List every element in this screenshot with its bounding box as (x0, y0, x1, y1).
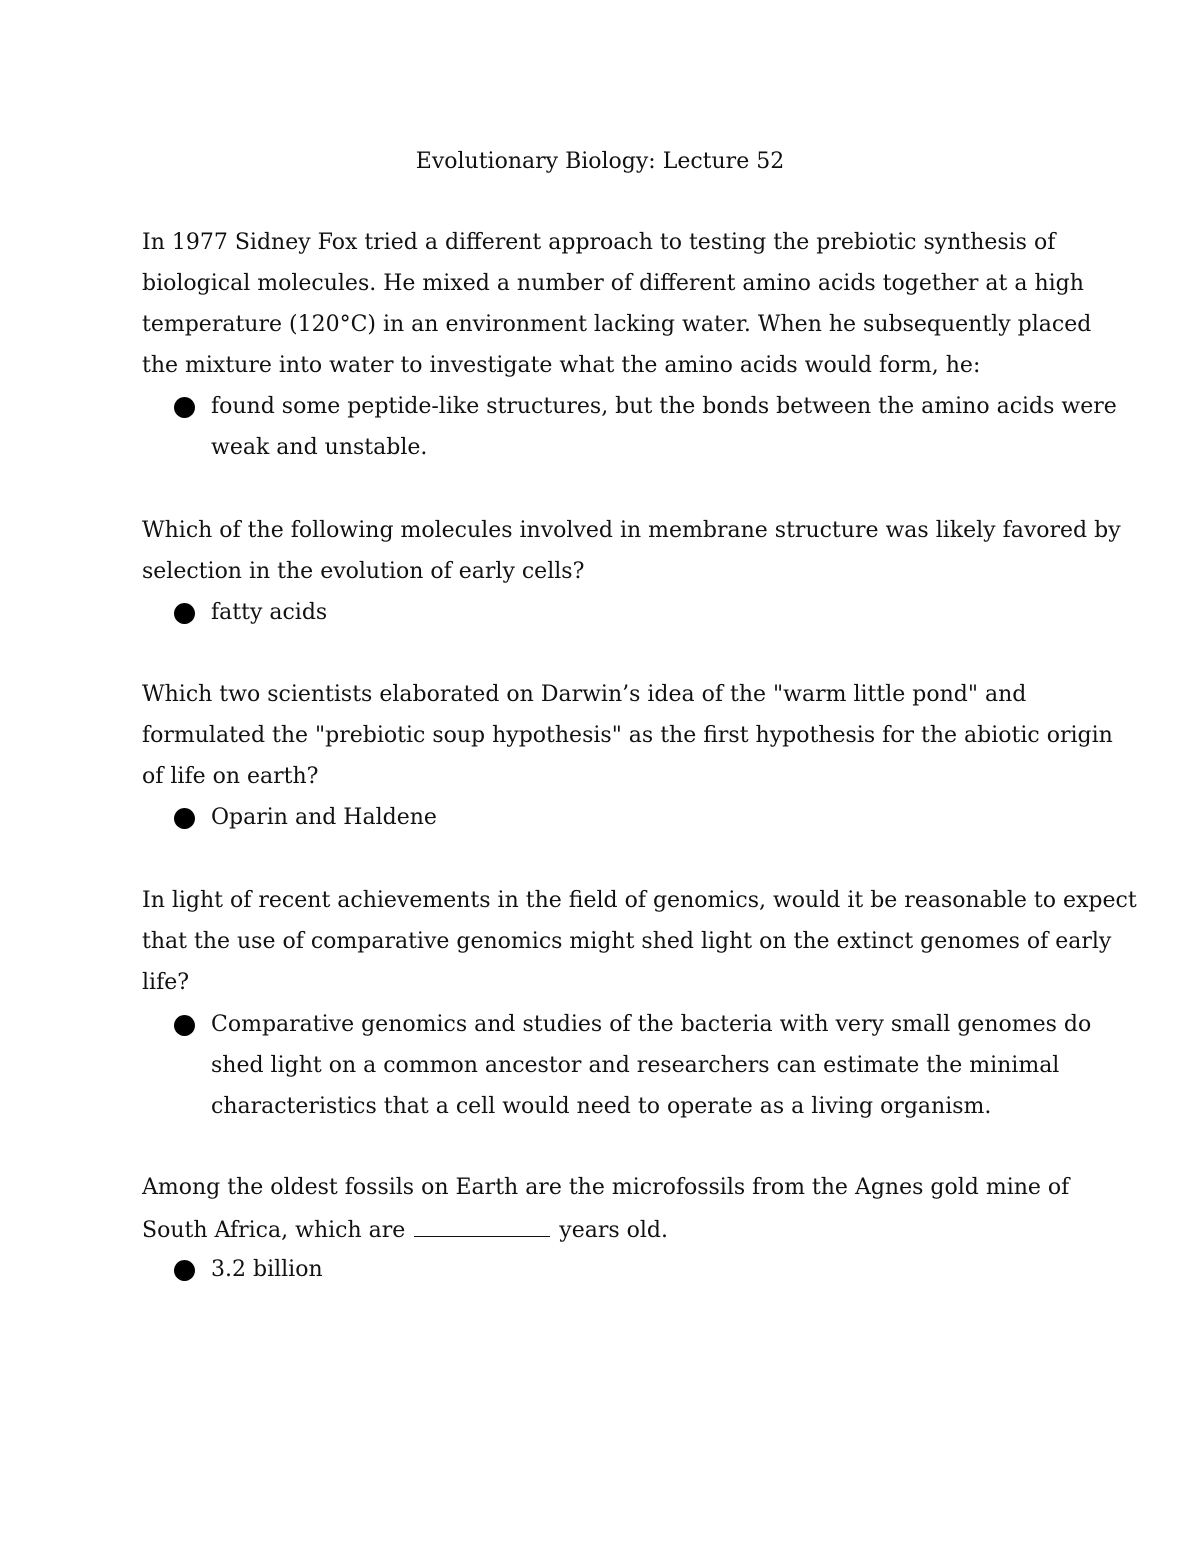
question-line: selection in the evolution of early cells? (142, 559, 585, 584)
bullet-icon (174, 1015, 195, 1036)
question-line: Among the oldest fossils on Earth are the microfossils from the Agnes gold mine of (142, 1175, 1070, 1200)
question-3-text (142, 674, 1113, 797)
question-5-text (142, 1167, 1072, 1249)
question-line: Which two scientists elaborated on Darwin’s idea of the "warm little pond" and (142, 682, 1027, 707)
bullet-icon (174, 603, 195, 624)
blank-suffix: years old. (559, 1218, 669, 1243)
answer-5 (174, 1249, 1074, 1290)
answer-2 (174, 592, 1074, 633)
blank-prefix: South Africa, which are (142, 1218, 406, 1243)
question-line-with-blank (142, 1208, 1072, 1249)
question-line: formulated the "prebiotic soup hypothesis" as the first hypothesis for the abiotic origin (142, 723, 1113, 748)
answer-1 (174, 386, 1117, 468)
answer-line: Comparative genomics and studies of the bacteria with very small genomes do (211, 1012, 1092, 1037)
bullet-icon (174, 808, 195, 829)
question-4-text (142, 880, 1137, 1003)
answer-line: characteristics that a cell would need to operate as a living organism. (211, 1094, 992, 1119)
answer-line: 3.2 billion (211, 1257, 323, 1282)
answer-line: shed light on a common ancestor and researchers can estimate the minimal (211, 1053, 1060, 1078)
question-line: temperature (120°C) in an environment lacking water. When he subsequently placed (142, 312, 1092, 337)
fill-in-blank (414, 1208, 550, 1237)
question-line: life? (142, 970, 190, 995)
bullet-icon (174, 1260, 195, 1281)
question-line: Which of the following molecules involved in membrane structure was likely favored by (142, 518, 1121, 543)
question-line: In 1977 Sidney Fox tried a different approach to testing the prebiotic synthesis of (142, 230, 1056, 255)
question-line: In light of recent achievements in the field of genomics, would it be reasonable to expect (142, 888, 1137, 913)
question-2-text (142, 510, 1121, 592)
answer-4 (174, 1004, 1092, 1127)
answer-line: Oparin and Haldene (211, 805, 437, 830)
question-line: that the use of comparative genomics might shed light on the extinct genomes of early (142, 929, 1112, 954)
question-line: biological molecules. He mixed a number of different amino acids together at a high (142, 271, 1084, 296)
bullet-icon (174, 397, 195, 418)
question-1-text (142, 222, 1092, 386)
answer-line: weak and unstable. (211, 435, 428, 460)
document-title: Evolutionary Biology: Lecture 52 (415, 149, 785, 174)
answer-3 (174, 797, 1074, 838)
answer-line: found some peptide-like structures, but the bonds between the amino acids were (211, 394, 1117, 419)
question-line: of life on earth? (142, 764, 319, 789)
answer-line: fatty acids (211, 600, 328, 625)
question-line: the mixture into water to investigate what the amino acids would form, he: (142, 353, 981, 378)
